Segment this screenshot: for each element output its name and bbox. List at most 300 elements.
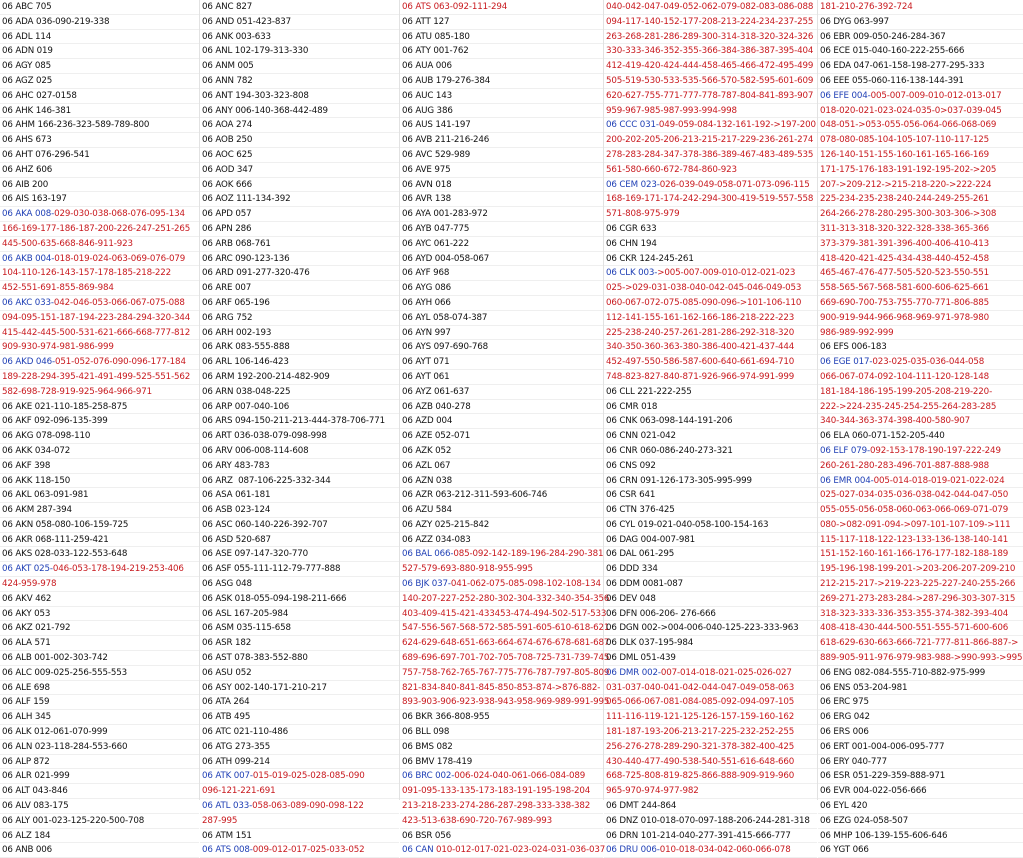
cell[interactable] <box>0 607 199 622</box>
cell[interactable] <box>400 237 603 252</box>
cell[interactable] <box>604 843 817 858</box>
cell[interactable] <box>818 118 1023 133</box>
cell[interactable] <box>400 769 603 784</box>
cell[interactable] <box>604 311 817 326</box>
cell[interactable] <box>200 725 399 740</box>
cell[interactable] <box>818 237 1023 252</box>
cell[interactable] <box>818 30 1023 45</box>
cell[interactable] <box>0 799 199 814</box>
cell[interactable] <box>200 695 399 710</box>
cell[interactable] <box>818 222 1023 237</box>
cell[interactable] <box>0 666 199 681</box>
cell[interactable] <box>0 695 199 710</box>
cell[interactable] <box>200 769 399 784</box>
cell[interactable] <box>818 207 1023 222</box>
cell[interactable] <box>400 488 603 503</box>
cell[interactable] <box>818 695 1023 710</box>
cell[interactable] <box>0 163 199 178</box>
cell[interactable] <box>604 59 817 74</box>
cell[interactable] <box>200 503 399 518</box>
cell[interactable] <box>818 370 1023 385</box>
cell[interactable] <box>604 503 817 518</box>
cell[interactable] <box>818 148 1023 163</box>
cell[interactable] <box>818 784 1023 799</box>
cell[interactable] <box>0 0 199 15</box>
cell[interactable] <box>818 636 1023 651</box>
cell[interactable] <box>604 444 817 459</box>
cell[interactable] <box>0 104 199 119</box>
cell[interactable] <box>0 621 199 636</box>
cell[interactable] <box>604 133 817 148</box>
cell[interactable] <box>200 400 399 415</box>
cell[interactable] <box>0 44 199 59</box>
cell[interactable] <box>604 178 817 193</box>
cell[interactable] <box>818 799 1023 814</box>
cell[interactable] <box>0 592 199 607</box>
cell[interactable] <box>200 651 399 666</box>
cell[interactable] <box>0 222 199 237</box>
cell[interactable] <box>400 355 603 370</box>
cell[interactable] <box>0 89 199 104</box>
cell[interactable] <box>200 533 399 548</box>
cell[interactable] <box>604 488 817 503</box>
cell[interactable] <box>400 592 610 607</box>
cell[interactable] <box>400 296 603 311</box>
continuation-text: 080->082-091-094->097-101-107-109->111 <box>820 519 1011 530</box>
cell[interactable] <box>0 74 199 89</box>
cell[interactable] <box>604 769 817 784</box>
cell[interactable] <box>200 429 399 444</box>
cell[interactable] <box>200 74 399 89</box>
cell[interactable] <box>200 252 399 267</box>
cell[interactable] <box>0 385 199 400</box>
cell[interactable] <box>604 651 817 666</box>
cell[interactable] <box>818 710 1023 725</box>
cell[interactable] <box>0 340 199 355</box>
cell[interactable] <box>0 30 199 45</box>
cell[interactable] <box>818 89 1023 104</box>
cell[interactable] <box>200 340 399 355</box>
cell[interactable] <box>818 59 1023 74</box>
cell[interactable] <box>818 533 1023 548</box>
continuation-text: 092-153-178-190-197-222-249 <box>869 445 1001 456</box>
cell[interactable] <box>818 400 1023 415</box>
cell[interactable] <box>818 518 1023 533</box>
cell[interactable] <box>200 621 399 636</box>
cell[interactable] <box>400 252 603 267</box>
cell[interactable] <box>400 163 603 178</box>
cell[interactable] <box>818 459 1023 474</box>
cell[interactable] <box>818 429 1023 444</box>
cell[interactable] <box>818 385 1023 400</box>
cell[interactable] <box>604 281 817 296</box>
cell[interactable] <box>0 843 199 858</box>
cell[interactable] <box>400 459 603 474</box>
cell[interactable] <box>400 725 603 740</box>
cell[interactable] <box>400 311 603 326</box>
cell[interactable] <box>200 178 399 193</box>
cell[interactable] <box>200 814 399 829</box>
cell[interactable] <box>604 695 817 710</box>
cell[interactable] <box>604 340 817 355</box>
cell[interactable] <box>0 784 199 799</box>
cell[interactable] <box>818 607 1023 622</box>
cell[interactable] <box>400 340 603 355</box>
cell[interactable] <box>400 44 603 59</box>
cell[interactable] <box>200 518 399 533</box>
cell[interactable] <box>818 577 1023 592</box>
cell[interactable] <box>0 148 199 163</box>
cell[interactable] <box>604 89 817 104</box>
cell[interactable] <box>604 237 817 252</box>
cell[interactable] <box>818 178 1023 193</box>
cell[interactable] <box>604 222 817 237</box>
cell[interactable] <box>818 769 1023 784</box>
cell[interactable] <box>0 59 199 74</box>
cell[interactable] <box>200 799 399 814</box>
cell[interactable] <box>400 118 603 133</box>
cell[interactable] <box>0 237 199 252</box>
cell[interactable] <box>200 281 399 296</box>
cell[interactable] <box>604 562 817 577</box>
cell[interactable] <box>400 30 603 45</box>
cell[interactable] <box>200 474 399 489</box>
cell[interactable] <box>400 474 603 489</box>
cell[interactable] <box>200 829 399 844</box>
cell[interactable] <box>604 607 817 622</box>
cell-text: 06 AKE 021-110-185-258-875 <box>2 401 128 412</box>
cell[interactable] <box>0 636 199 651</box>
cell[interactable] <box>0 459 199 474</box>
cell[interactable] <box>604 0 817 15</box>
cell[interactable] <box>818 681 1023 696</box>
cell[interactable] <box>400 414 603 429</box>
cell[interactable] <box>604 104 817 119</box>
cell[interactable] <box>0 474 199 489</box>
cell[interactable] <box>0 370 199 385</box>
cell[interactable] <box>818 311 1023 326</box>
cell[interactable] <box>604 829 817 844</box>
cell[interactable] <box>0 326 199 341</box>
cell[interactable] <box>400 740 603 755</box>
cell[interactable] <box>200 385 399 400</box>
cell[interactable] <box>400 326 603 341</box>
cell[interactable] <box>818 340 1023 355</box>
cell[interactable] <box>400 666 610 681</box>
cell[interactable] <box>200 740 399 755</box>
cell[interactable] <box>400 843 606 858</box>
cell[interactable] <box>818 163 1023 178</box>
cell[interactable] <box>818 104 1023 119</box>
cell[interactable] <box>200 547 399 562</box>
cell[interactable] <box>200 326 399 341</box>
cell[interactable] <box>604 118 817 133</box>
cell[interactable] <box>200 59 399 74</box>
cell[interactable] <box>818 296 1023 311</box>
cell[interactable] <box>400 784 603 799</box>
cell[interactable] <box>400 547 603 562</box>
cell[interactable] <box>818 829 1023 844</box>
cell[interactable] <box>200 207 399 222</box>
cell[interactable] <box>0 769 199 784</box>
cell[interactable] <box>0 740 199 755</box>
cell[interactable] <box>604 44 817 59</box>
cell[interactable] <box>400 74 603 89</box>
cell[interactable] <box>604 207 817 222</box>
cell[interactable] <box>200 30 399 45</box>
cell[interactable] <box>604 814 817 829</box>
cell[interactable] <box>400 681 603 696</box>
cell[interactable] <box>604 414 817 429</box>
cell[interactable] <box>604 518 817 533</box>
cell[interactable] <box>604 755 817 770</box>
cell[interactable] <box>818 592 1023 607</box>
cell-text: 06 ERY 040-777 <box>820 756 888 767</box>
cell[interactable] <box>818 15 1023 30</box>
cell[interactable] <box>818 133 1023 148</box>
cell[interactable] <box>818 355 1023 370</box>
cell[interactable] <box>400 148 603 163</box>
cell[interactable] <box>604 547 817 562</box>
cell[interactable] <box>0 118 199 133</box>
cell[interactable] <box>200 636 399 651</box>
cell[interactable] <box>604 474 817 489</box>
cell[interactable] <box>0 577 199 592</box>
cell[interactable] <box>400 651 610 666</box>
cell[interactable] <box>0 414 199 429</box>
cell[interactable] <box>818 444 1023 459</box>
cell[interactable] <box>200 577 399 592</box>
cell[interactable] <box>0 725 199 740</box>
cell[interactable] <box>604 370 817 385</box>
cell[interactable] <box>818 503 1023 518</box>
cell[interactable] <box>400 710 603 725</box>
cell[interactable] <box>400 104 603 119</box>
cell[interactable] <box>818 326 1023 341</box>
cell[interactable] <box>818 0 1023 15</box>
cell[interactable] <box>818 252 1023 267</box>
cell[interactable] <box>200 562 399 577</box>
cell[interactable] <box>0 533 199 548</box>
cell[interactable] <box>604 784 817 799</box>
cell[interactable] <box>400 59 603 74</box>
cell[interactable] <box>604 533 817 548</box>
cell[interactable] <box>400 222 603 237</box>
cell[interactable] <box>604 592 817 607</box>
cell[interactable] <box>604 725 817 740</box>
cell[interactable] <box>0 207 199 222</box>
cell[interactable] <box>200 592 399 607</box>
cell[interactable] <box>400 192 603 207</box>
cell[interactable] <box>0 15 199 30</box>
cell[interactable] <box>604 30 817 45</box>
cell[interactable] <box>0 252 199 267</box>
cell[interactable] <box>400 829 603 844</box>
cell[interactable] <box>200 192 399 207</box>
cell[interactable] <box>0 266 199 281</box>
cell[interactable] <box>604 74 817 89</box>
cell[interactable] <box>400 621 610 636</box>
cell[interactable] <box>200 710 399 725</box>
cell[interactable] <box>0 281 199 296</box>
cell[interactable] <box>604 740 817 755</box>
cell[interactable] <box>0 355 199 370</box>
cell[interactable] <box>400 518 603 533</box>
cell[interactable] <box>200 296 399 311</box>
cell[interactable] <box>400 281 603 296</box>
cell[interactable] <box>0 681 199 696</box>
cell[interactable] <box>400 178 603 193</box>
cell[interactable] <box>200 15 399 30</box>
cell[interactable] <box>818 562 1023 577</box>
cell[interactable] <box>200 118 399 133</box>
cell[interactable] <box>200 104 399 119</box>
cell[interactable] <box>604 636 817 651</box>
cell[interactable] <box>604 799 817 814</box>
cell[interactable] <box>604 266 817 281</box>
cell[interactable] <box>200 444 399 459</box>
cell[interactable] <box>400 636 610 651</box>
cell[interactable] <box>200 784 399 799</box>
cell[interactable] <box>400 89 603 104</box>
cell[interactable] <box>200 607 399 622</box>
cell[interactable] <box>0 547 199 562</box>
cell[interactable] <box>604 385 817 400</box>
cell[interactable] <box>818 474 1023 489</box>
cell[interactable] <box>818 843 1023 858</box>
cell[interactable] <box>400 266 603 281</box>
cell[interactable] <box>604 355 817 370</box>
cell[interactable] <box>604 326 817 341</box>
cell[interactable] <box>604 429 817 444</box>
cell[interactable] <box>604 666 817 681</box>
cell[interactable] <box>604 148 817 163</box>
cell-text: 06 ASB 023-124 <box>202 505 271 516</box>
cell[interactable] <box>604 296 817 311</box>
cell[interactable] <box>400 503 603 518</box>
cell[interactable] <box>604 192 817 207</box>
cell[interactable] <box>400 444 603 459</box>
cell[interactable] <box>400 207 603 222</box>
cell[interactable] <box>400 133 603 148</box>
cell[interactable] <box>200 666 399 681</box>
cell[interactable] <box>818 621 1023 636</box>
cell[interactable] <box>200 311 399 326</box>
cell[interactable] <box>0 178 199 193</box>
cell[interactable] <box>200 370 399 385</box>
cell[interactable] <box>818 266 1023 281</box>
cell[interactable] <box>200 755 399 770</box>
cell[interactable] <box>818 666 1023 681</box>
cell[interactable] <box>200 459 399 474</box>
cell[interactable] <box>0 429 199 444</box>
cell[interactable] <box>604 163 817 178</box>
cell[interactable] <box>200 133 399 148</box>
cell[interactable] <box>818 44 1023 59</box>
cell[interactable] <box>0 192 199 207</box>
cell[interactable] <box>604 252 817 267</box>
cell[interactable] <box>818 281 1023 296</box>
cell[interactable] <box>400 385 603 400</box>
continuation-text: 025-027-034-035-036-038-042-044-047-050 <box>820 490 1009 501</box>
cell[interactable] <box>0 814 199 829</box>
cell[interactable] <box>818 547 1023 562</box>
cell[interactable] <box>200 237 399 252</box>
cell-text: 06 AUS 141-197 <box>402 120 471 131</box>
cell[interactable] <box>0 518 199 533</box>
cell[interactable] <box>818 74 1023 89</box>
cell[interactable] <box>604 459 817 474</box>
cell[interactable] <box>0 296 199 311</box>
cell[interactable] <box>200 488 399 503</box>
cell[interactable] <box>200 89 399 104</box>
cell[interactable] <box>200 148 399 163</box>
cell[interactable] <box>604 621 817 636</box>
cell[interactable] <box>818 814 1023 829</box>
cell[interactable] <box>200 0 399 15</box>
cell[interactable] <box>604 710 817 725</box>
cell[interactable] <box>604 577 817 592</box>
cell[interactable] <box>400 15 603 30</box>
cell[interactable] <box>200 163 399 178</box>
cell[interactable] <box>0 444 199 459</box>
cell[interactable] <box>0 488 199 503</box>
cell[interactable] <box>0 400 199 415</box>
cell[interactable] <box>0 829 199 844</box>
cell[interactable] <box>604 400 817 415</box>
cell[interactable] <box>200 681 399 696</box>
cell[interactable] <box>818 414 1023 429</box>
cell[interactable] <box>818 192 1023 207</box>
cell[interactable] <box>400 533 603 548</box>
cell[interactable] <box>200 843 399 858</box>
cell[interactable] <box>400 577 603 592</box>
cell-text: 06 ARS 094-150-211-213-444-378-706-771 <box>202 416 385 427</box>
cell[interactable] <box>818 488 1023 503</box>
cell[interactable] <box>400 562 603 577</box>
cell[interactable] <box>200 44 399 59</box>
cell[interactable] <box>400 695 610 710</box>
cell[interactable] <box>200 355 399 370</box>
cell[interactable] <box>0 133 199 148</box>
cell[interactable] <box>400 429 603 444</box>
cell[interactable] <box>200 222 399 237</box>
cell[interactable] <box>400 755 603 770</box>
cell[interactable] <box>200 414 399 429</box>
cell[interactable] <box>0 755 199 770</box>
cell[interactable] <box>0 651 199 666</box>
cell[interactable] <box>818 740 1023 755</box>
cell[interactable] <box>0 710 199 725</box>
cell-text: 06 ASU 052 <box>202 667 252 678</box>
cell[interactable] <box>0 562 199 577</box>
cell[interactable] <box>200 266 399 281</box>
cell[interactable] <box>0 311 199 326</box>
cell[interactable] <box>400 0 603 15</box>
cell[interactable] <box>818 755 1023 770</box>
cell[interactable] <box>400 607 607 622</box>
cell[interactable] <box>604 15 817 30</box>
cell[interactable] <box>818 651 1023 666</box>
cell[interactable] <box>818 725 1023 740</box>
cell[interactable] <box>400 400 603 415</box>
cell-text: 06 AVR 138 <box>402 194 452 205</box>
cell[interactable] <box>400 814 603 829</box>
cell[interactable] <box>400 370 603 385</box>
cell[interactable] <box>0 503 199 518</box>
cell[interactable] <box>604 681 817 696</box>
cell[interactable] <box>400 799 603 814</box>
